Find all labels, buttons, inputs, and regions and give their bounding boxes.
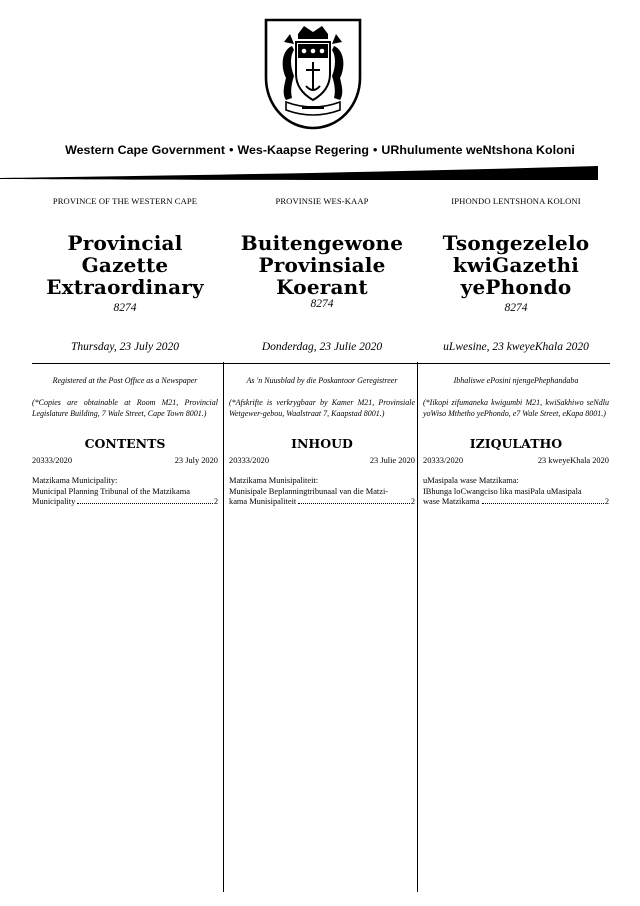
column-afrikaans	[229, 190, 415, 890]
dot-leader	[298, 503, 410, 504]
column-divider-left	[223, 362, 224, 892]
entry-title: Matzikama Munisipaliteit:	[229, 476, 319, 485]
contents-entry-header	[423, 456, 609, 465]
copies-note: (*Afskrifte is verkrygbaar by Kamer M21, Provinsiale Wetgewer-gebou, Waalstraat 7, Kaapstad 8001.)	[229, 398, 415, 418]
dot-leader	[77, 503, 213, 504]
entry-date: 23 Julie 2020	[369, 456, 415, 465]
government-names-line	[0, 143, 640, 157]
gazette-title-line2: Extraordinary	[46, 275, 204, 299]
entry-page: 2	[410, 497, 415, 506]
gazette-title	[22, 232, 228, 298]
entry-leader-line	[229, 497, 415, 508]
government-name-af: Wes-Kaapse Regering	[237, 143, 370, 157]
entry-description-end: kama Munisipaliteit	[229, 497, 297, 506]
entry-date: 23 July 2020	[174, 456, 218, 465]
gazette-date: uLwesine, 23 kweyeKhala 2020	[443, 341, 589, 353]
gazette-number: 8274	[504, 302, 528, 314]
gazette-number: 8274	[113, 302, 137, 314]
contents-heading: CONTENTS	[84, 436, 166, 451]
entry-number: 20333/2020	[32, 456, 73, 465]
column-english	[32, 190, 218, 890]
contents-entry-header	[32, 456, 218, 465]
gazette-title	[219, 232, 425, 298]
contents-heading: INHOUD	[291, 436, 353, 451]
province-label: PROVINSIE WES-KAAP	[275, 196, 369, 206]
column-xhosa	[423, 190, 609, 890]
contents-entry-header	[229, 456, 415, 465]
copies-note: (*Copies are obtainable at Room M21, Provincial Legislature Building, 7 Wale Street, Cape Town 8001.)	[32, 398, 218, 418]
entry-number: 20333/2020	[229, 456, 270, 465]
gazette-title	[413, 232, 619, 298]
separator-dot: •	[229, 143, 234, 157]
registration-note: Ibhaliswe ePosini njengePhephandaba	[453, 376, 579, 385]
province-label: IPHONDO LENTSHONA KOLONI	[451, 196, 581, 206]
entry-page: 2	[213, 497, 218, 506]
contents-entry	[423, 476, 609, 508]
coat-of-arms-logo	[262, 16, 364, 132]
entry-description: IBhunga loCwangciso lika masiPala uMasipala	[423, 486, 582, 496]
gazette-title-line1: Provincial Gazette	[67, 231, 183, 277]
entry-title: Matzikama Municipality:	[32, 476, 118, 485]
registration-note: As 'n Nuusblad by die Poskantoor Geregistreer	[246, 376, 398, 385]
contents-entry	[229, 476, 415, 508]
gazette-title-line1: Buitengewone	[240, 231, 404, 255]
contents-heading: IZIQULATHO	[469, 436, 563, 451]
entry-leader-line	[423, 497, 609, 508]
government-name-xh: URhulumente weNtshona Koloni	[381, 143, 575, 157]
dot-leader	[482, 503, 604, 504]
contents-entry	[32, 476, 218, 508]
gazette-title-line1: Tsongezelelo	[442, 231, 590, 255]
column-divider-right	[417, 362, 418, 892]
entry-description-end: wase Matzikama	[423, 497, 480, 506]
government-name-en: Western Cape Government	[65, 143, 226, 157]
separator-dot: •	[373, 143, 378, 157]
gazette-number: 8274	[310, 298, 334, 310]
entry-date: 23 kweyeKhala 2020	[537, 456, 609, 465]
entry-description: Munisipale Beplanningtribunaal van die Matzi-	[229, 486, 389, 496]
header-swoosh-band	[0, 162, 640, 186]
entry-description-end: Municipality	[32, 497, 76, 506]
entry-leader-line	[32, 497, 218, 508]
entry-description: Municipal Planning Tribunal of the Matzikama	[32, 486, 190, 496]
province-label: PROVINCE OF THE WESTERN CAPE	[52, 196, 198, 206]
copies-note: (*Iikopi zifumaneka kwigumbi M21, kwiSakhiwo seNdlu yoWiso Mthetho yePhondo, e7 Wale Street, eKapa 8001.)	[423, 398, 609, 418]
gazette-title-line2: kwiGazethi yePhondo	[452, 253, 580, 299]
entry-title: uMasipala wase Matzikama:	[423, 476, 519, 485]
entry-page: 2	[604, 497, 609, 506]
entry-number: 20333/2020	[423, 456, 464, 465]
registration-note: Registered at the Post Offıce as a Newspaper	[52, 376, 198, 385]
gazette-title-line2: Provinsiale Koerant	[258, 253, 386, 299]
gazette-date: Thursday, 23 July 2020	[71, 341, 179, 353]
gazette-date: Donderdag, 23 Julie 2020	[261, 341, 383, 353]
